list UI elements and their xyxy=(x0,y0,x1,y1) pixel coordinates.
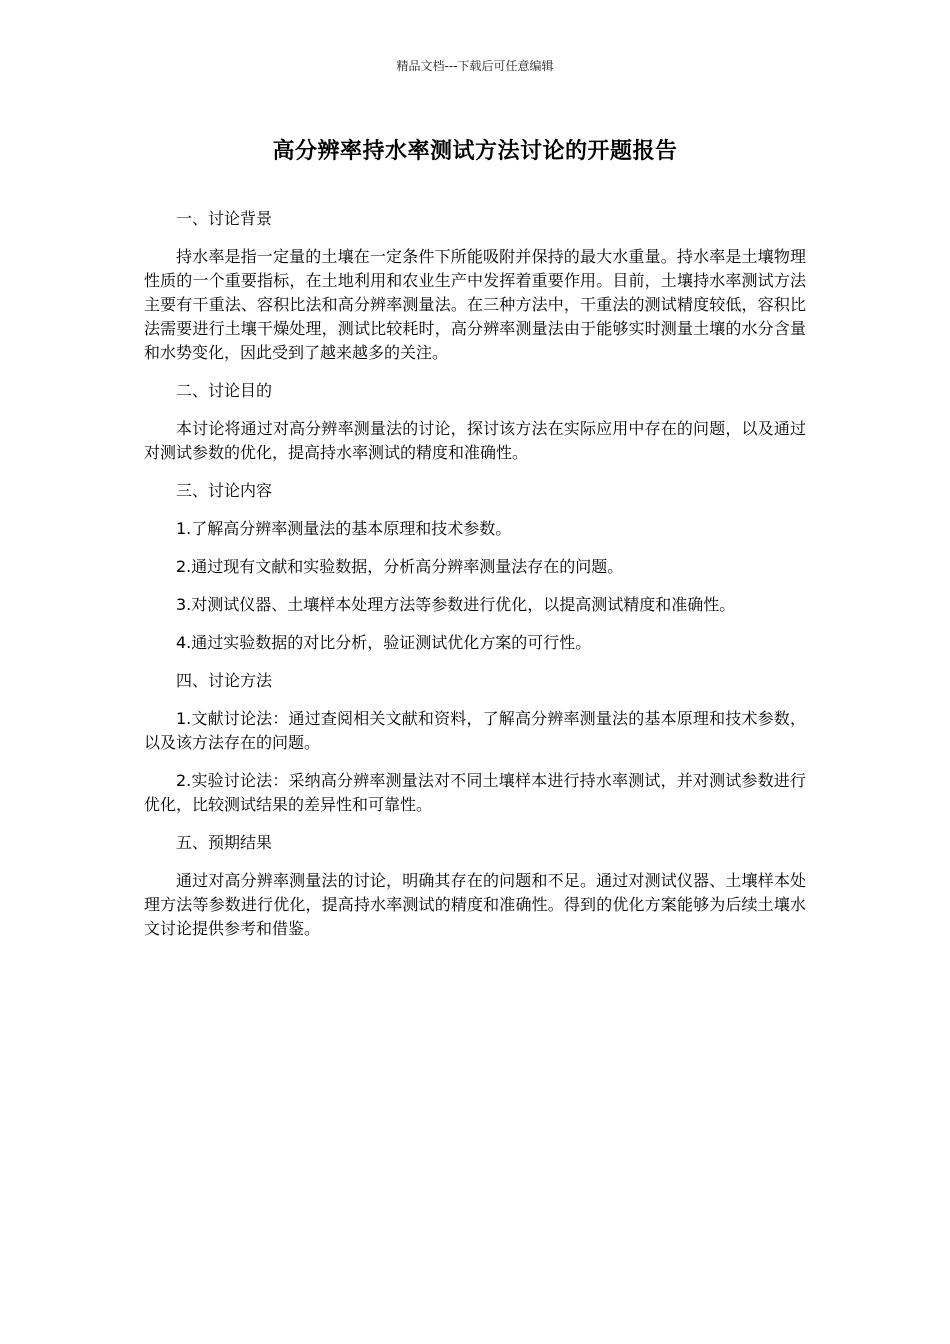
content-item-2: 2.通过现有文献和实验数据，分析高分辨率测量法存在的问题。 xyxy=(176,557,624,576)
content-item-3: 3.对测试仪器、土壤样本处理方法等参数进行优化，以提高测试精度和准确性。 xyxy=(176,595,736,614)
section-heading-result: 五、预期结果 xyxy=(176,833,273,852)
page-title: 高分辨率持水率测试方法讨论的开题报告 xyxy=(272,139,678,164)
section-heading-method: 四、讨论方法 xyxy=(176,671,273,690)
method-item-2: 2.实验讨论法：采纳高分辨率测量法对不同土壤样本进行持水率测试，并对测试参数进行优化，比较测试结果的差异性和可靠性。 xyxy=(144,771,806,814)
content-item-1: 1.了解高分辨率测量法的基本原理和技术参数。 xyxy=(176,519,512,538)
section-heading-content: 三、讨论内容 xyxy=(176,481,273,500)
paragraph-background: 持水率是指一定量的土壤在一定条件下所能吸附并保持的最大水重量。持水率是土壤物理性质的一个重要指标，在土地利用和农业生产中发挥着重要作用。目前，土壤持水率测试方法主要有干重法、容积比法和高分辨率测量法。在三种方法中，干重法的测试精度较低，容积比法需要进行土壤干燥处理，测试比较耗时，高分辨率测量法由于能够实时测量土壤的水分含量和水势变化，因此受到了越来越多的关注。 xyxy=(144,247,806,362)
section-heading-background: 一、讨论背景 xyxy=(176,209,273,228)
paragraph-purpose: 本讨论将通过对高分辨率测量法的讨论，探讨该方法在实际应用中存在的问题，以及通过对测试参数的优化，提高持水率测试的精度和准确性。 xyxy=(144,419,806,462)
document-body xyxy=(144,207,806,955)
paragraph-result: 通过对高分辨率测量法的讨论，明确其存在的问题和不足。通过对测试仪器、土壤样本处理方法等参数进行优化，提高持水率测试的精度和准确性。得到的优化方案能够为后续土壤水文讨论提供参考和借鉴。 xyxy=(144,871,806,938)
method-item-1: 1.文献讨论法：通过查阅相关文献和资料，了解高分辨率测量法的基本原理和技术参数，以及该方法存在的问题。 xyxy=(144,709,806,752)
header-note: 精品文档---下载后可任意编辑 xyxy=(396,59,554,73)
content-item-4: 4.通过实验数据的对比分析，验证测试优化方案的可行性。 xyxy=(176,633,592,652)
section-heading-purpose: 二、讨论目的 xyxy=(176,381,273,400)
